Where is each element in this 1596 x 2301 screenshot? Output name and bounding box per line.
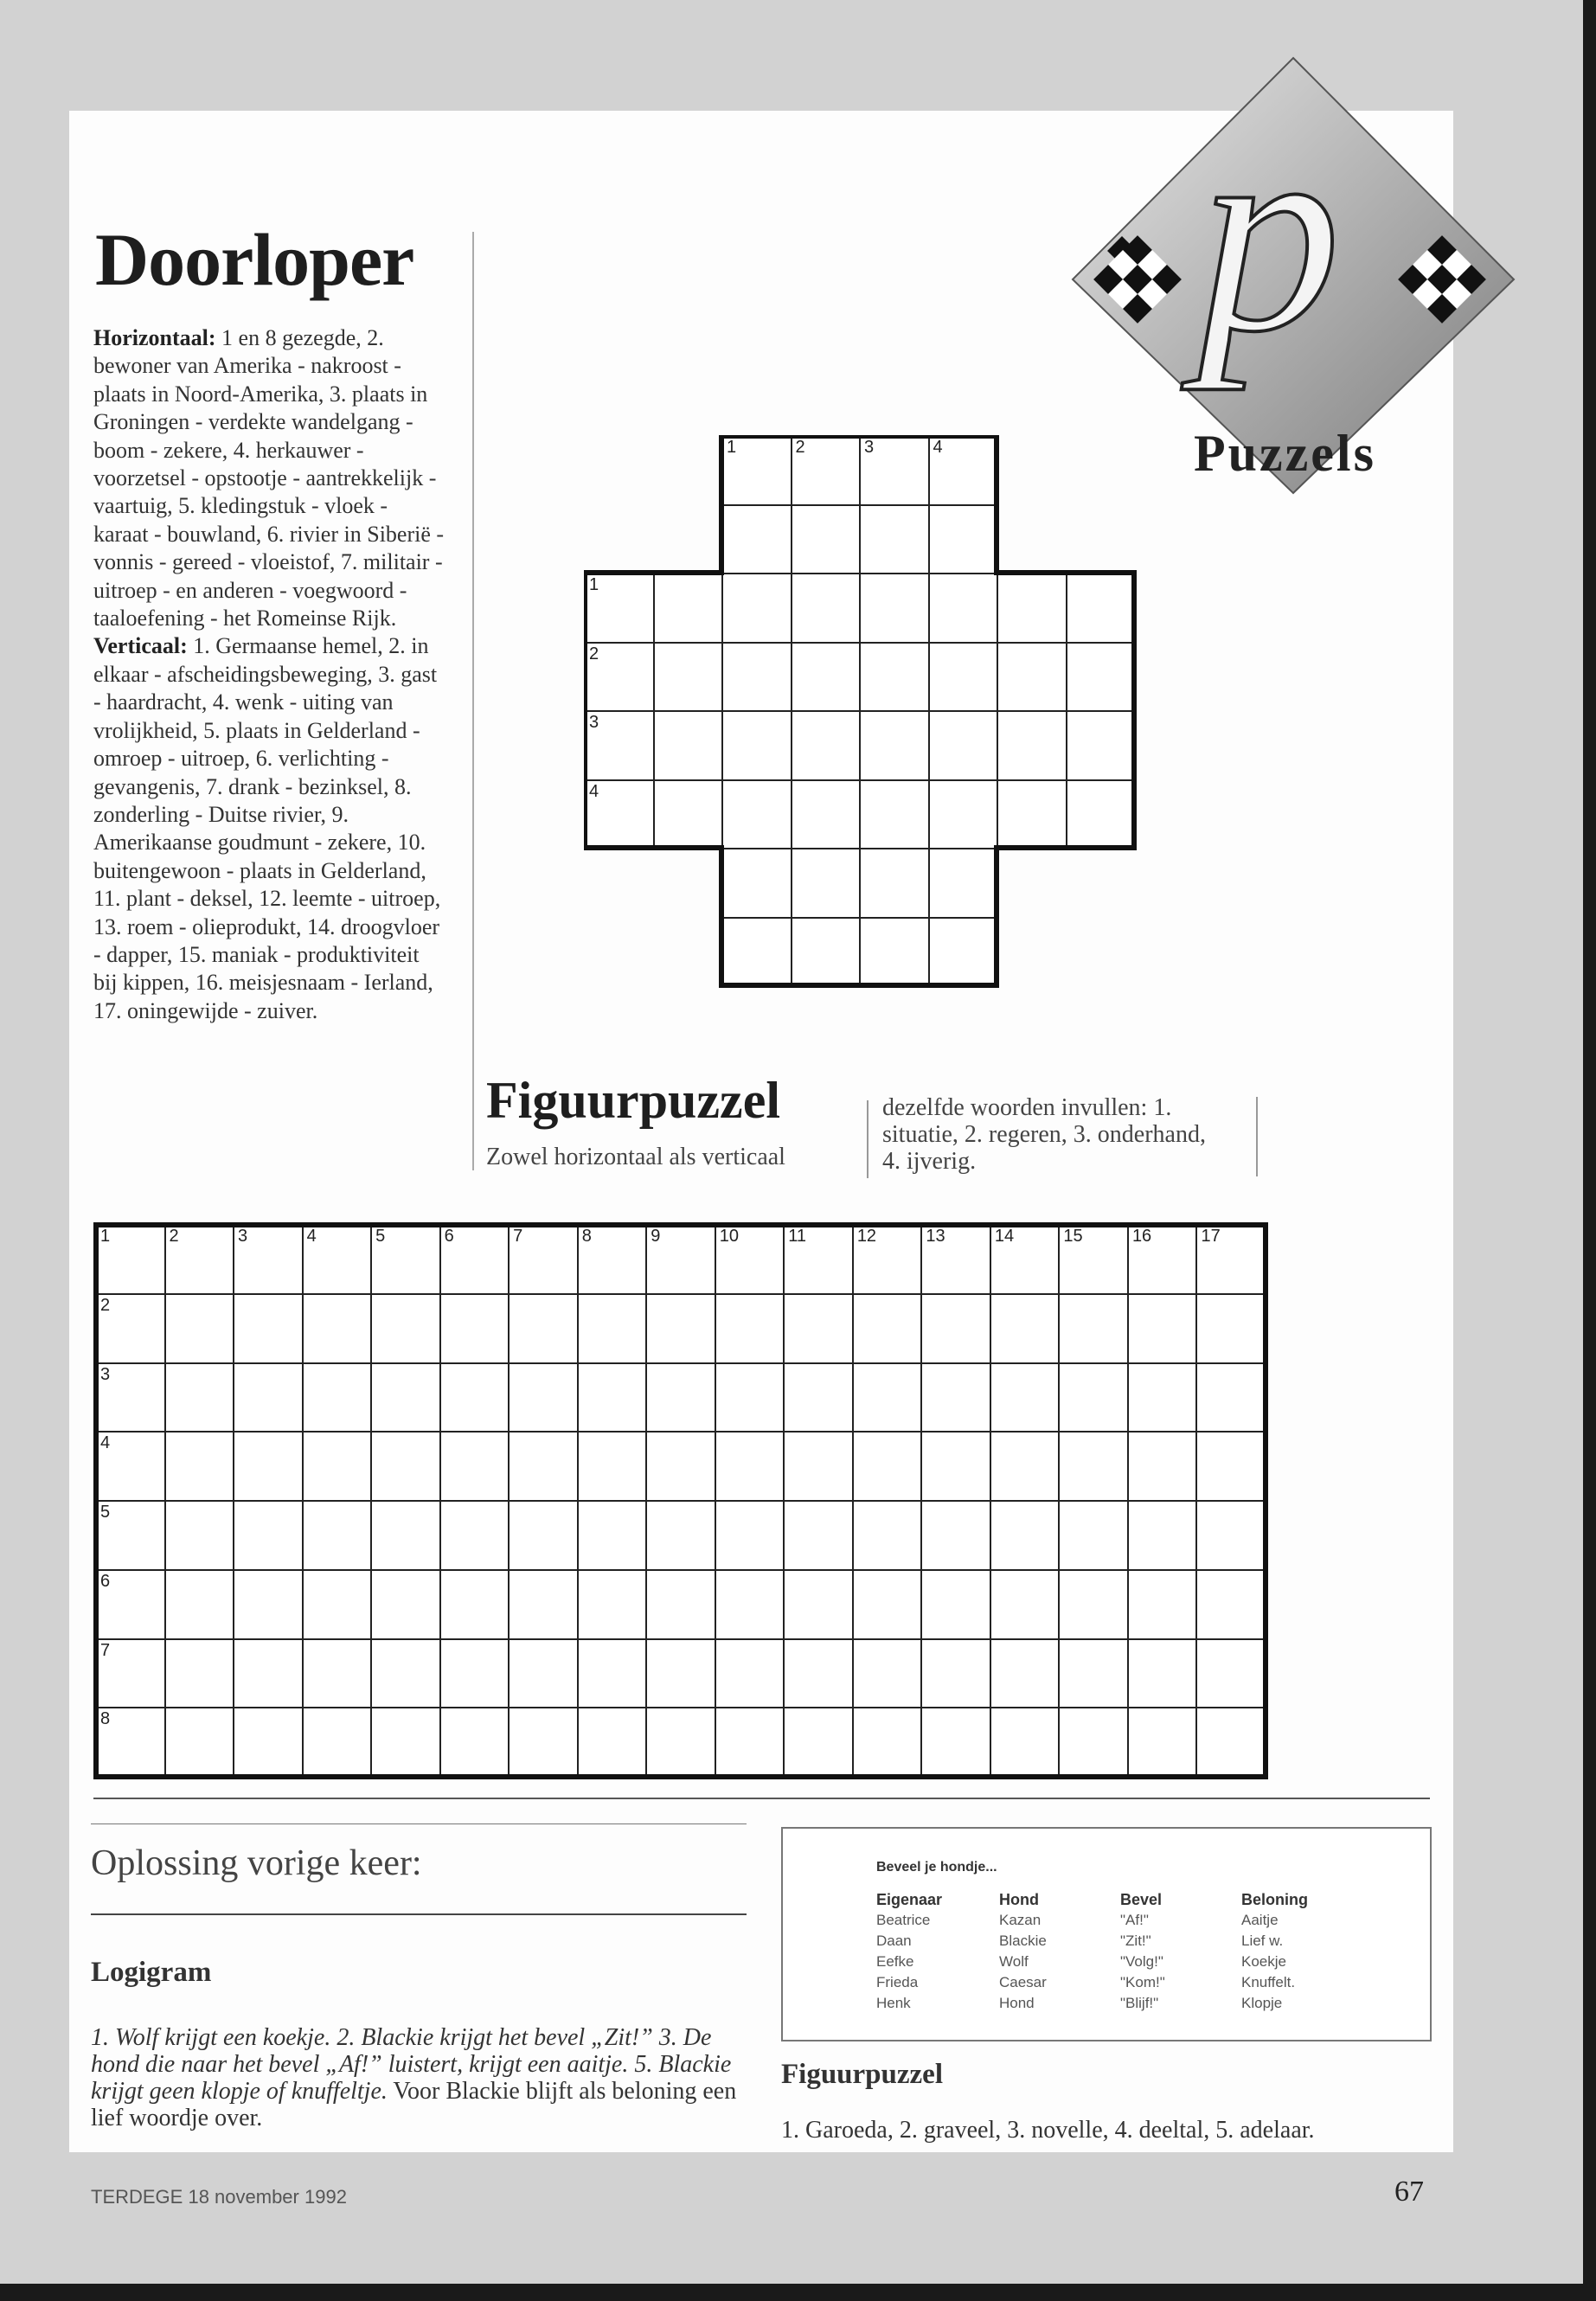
- table-cell: "Kom!": [1120, 1974, 1165, 1990]
- table-cell: "Zit!": [1120, 1932, 1151, 1949]
- figuurpuzzel-title: Figuurpuzzel: [486, 1072, 780, 1129]
- table-cell: "Volg!": [1120, 1953, 1163, 1970]
- cell-number: 2: [589, 644, 599, 663]
- cell-number: 1: [100, 1227, 111, 1246]
- cell-number: 3: [100, 1364, 111, 1384]
- cell-number: 8: [581, 1227, 592, 1246]
- cell-number: 1: [727, 438, 737, 457]
- table-cell: Wolf: [999, 1953, 1029, 1970]
- cell-number: 3: [238, 1227, 248, 1246]
- table-cell: Koekje: [1241, 1953, 1286, 1970]
- intro-divider: [867, 1100, 869, 1178]
- cell-number: 13: [926, 1227, 945, 1246]
- logigram-plain-text: Voor Blackie blijft als beloning een lief woordje over.: [91, 2078, 737, 2131]
- table-header: Hond: [999, 1891, 1039, 1908]
- grid-outline: [584, 435, 1141, 992]
- table-cell: Caesar: [999, 1974, 1047, 1990]
- cell-number: 15: [1063, 1227, 1083, 1246]
- table-header: Bevel: [1120, 1891, 1163, 1908]
- figuurpuzzel-intro-left: Zowel horizontaal als verticaal: [486, 1144, 785, 1170]
- column-divider: [472, 232, 474, 1170]
- table-cell: Beatrice: [876, 1912, 931, 1928]
- cell-number: 7: [513, 1227, 523, 1246]
- table-cell: "Blijf!": [1120, 1995, 1159, 2011]
- cell-number: 2: [100, 1295, 111, 1315]
- table-cell: Frieda: [876, 1974, 919, 1990]
- table-cell: "Af!": [1120, 1912, 1149, 1928]
- cell-number: 5: [100, 1503, 111, 1522]
- table-cell: Kazan: [999, 1912, 1042, 1928]
- doorloper-title: Doorloper: [95, 218, 414, 301]
- table-cell: Eefke: [876, 1953, 914, 1970]
- cell-number: 4: [933, 438, 943, 457]
- table-cell: Klopje: [1241, 1995, 1283, 2011]
- logigram-solution: [91, 2024, 748, 2131]
- grid-outline: [93, 1222, 1268, 1779]
- doorloper-grid: [584, 435, 1141, 989]
- oplossing-rule: [91, 1913, 747, 1915]
- intro-divider-right: [1256, 1097, 1258, 1176]
- cell-number: 16: [1131, 1227, 1152, 1246]
- table-cell: Aaitje: [1241, 1912, 1279, 1928]
- logigram-italic-text: 1. Wolf krijgt een koekje. 2. Blackie krijgt het bevel „Zit!” 3. De hond die naar het bevel „Af!” luistert, krijgt een aaitje. 5. Blackie krijgt geen klopje of knuffeltje.: [91, 2024, 732, 2105]
- horizontaal-label: Horizontaal:: [93, 325, 216, 350]
- oplossing-heading: Oplossing vorige keer:: [91, 1843, 422, 1883]
- cell-number: 6: [444, 1227, 454, 1246]
- footer-publication: TERDEGE 18 november 1992: [91, 2186, 347, 2208]
- section-divider: [93, 1798, 1430, 1799]
- table-cell: Blackie: [999, 1932, 1047, 1949]
- cell-number: 4: [100, 1433, 111, 1453]
- cell-number: 2: [795, 438, 805, 457]
- logo-text: Puzzels: [1194, 425, 1376, 482]
- cell-number: 10: [719, 1227, 739, 1246]
- cell-number: 8: [100, 1709, 111, 1729]
- cell-number: 1: [589, 575, 599, 594]
- cell-number: 3: [589, 713, 599, 732]
- cell-number: 12: [856, 1227, 877, 1246]
- doorloper-clues: [93, 324, 448, 1025]
- cell-number: 5: [375, 1227, 386, 1246]
- oplossing-top-rule: [91, 1823, 747, 1824]
- logo-letter: p: [1198, 75, 1341, 391]
- table-header: Eigenaar: [876, 1891, 943, 1908]
- horizontaal-clues: 1 en 8 gezegde, 2. bewoner van Amerika - nakroost - plaats in Noord-Amerika, 3. plaats in Groningen - verdekte wandelgang - boom - zekere, 4. herkauwer - voorzetsel - opstootje - aantrekkelijk - vaartuig, 5. kledingstuk - vloek - karaat - bouwland, 6. rivier in Siberië - vonnis - gereed - vloeistof, 7. militair - uitroep - en anderen - voegwoord - taaloefening - het Romeinse Rijk.: [93, 325, 445, 631]
- table-header: Beloning: [1241, 1891, 1308, 1908]
- table-cell: Daan: [876, 1932, 912, 1949]
- table-cell: Knuffelt.: [1241, 1974, 1296, 1990]
- cell-number: 6: [100, 1571, 111, 1591]
- figuurpuzzel-intro-right: dezelfde woorden invullen: 1. situatie, 2. regeren, 3. onderhand, 4. ijverig.: [882, 1094, 1206, 1175]
- cell-number: 4: [306, 1227, 317, 1246]
- figuur-solution-text: 1. Garoeda, 2. graveel, 3. novelle, 4. deeltal, 5. adelaar.: [781, 2117, 1315, 2144]
- verticaal-label: Verticaal:: [93, 633, 188, 659]
- cell-number: 3: [864, 438, 875, 457]
- figuurpuzzel-grid: [95, 1224, 1267, 1778]
- cell-number: 17: [1201, 1227, 1221, 1246]
- table-caption: Beveel je hondje...: [876, 1860, 997, 1875]
- page-number: 67: [1394, 2176, 1424, 2208]
- logigram-title: Logigram: [91, 1957, 212, 1988]
- cell-number: 2: [169, 1227, 179, 1246]
- verticaal-clues: 1. Germaanse hemel, 2. in elkaar - afscheidingsbeweging, 3. gast - haardracht, 4. wenk - uiting van vrolijkheid, 5. plaats in Gelderland - omroep - uitroep, 6. verlichting - gevangenis, 7. drank - bezinksel, 8. zonderling - Duitse rivier, 9. Amerikaanse goudmunt - zekere, 10. buitengewoon - plaats in Gelderland, 11. plant - deksel, 12. leemte - uitroep, 13. roem - olieprodukt, 14. droogvloer - dapper, 15. maniak - produktiviteit bij kippen, 16. meisjesnaam - Ierland, 17. oningewijde - zuiver.: [93, 633, 441, 1023]
- cell-number: 14: [994, 1227, 1015, 1246]
- cell-number: 9: [651, 1227, 661, 1246]
- cell-number: 11: [788, 1227, 807, 1246]
- table-cell: Hond: [999, 1995, 1035, 2011]
- figuur-solution-title: Figuurpuzzel: [781, 2059, 943, 2090]
- cell-number: 4: [589, 781, 599, 801]
- logigram-solution-box: [781, 1827, 1432, 2041]
- table-cell: Lief w.: [1241, 1932, 1284, 1949]
- cell-number: 7: [100, 1640, 111, 1660]
- table-cell: Henk: [876, 1995, 911, 2011]
